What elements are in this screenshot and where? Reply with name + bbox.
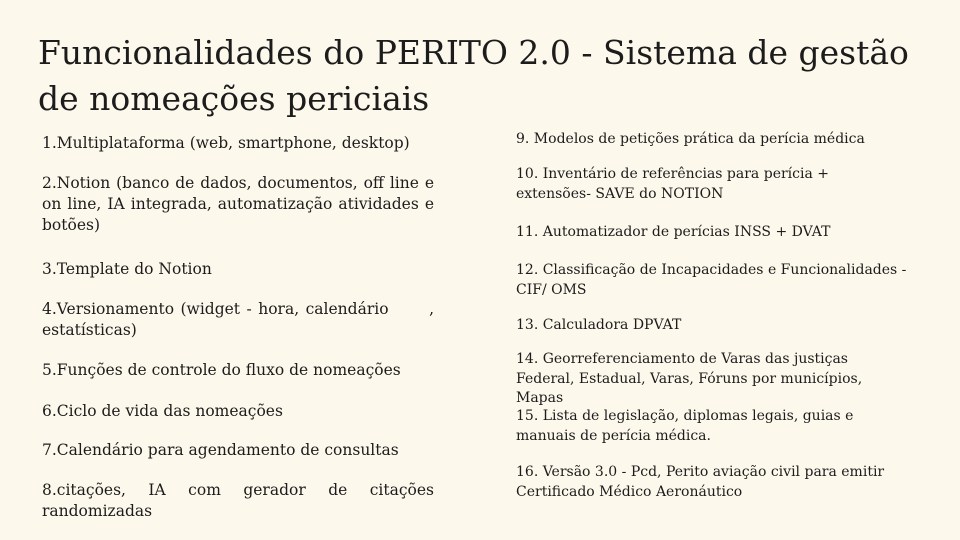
list-item: 5.Funções de controle do fluxo de nomeações	[42, 361, 401, 379]
list-item: 4.Versionamento (widget - hora, calendário ⠀⠀⠀, estatísticas)	[42, 300, 434, 339]
list-item: 6.Ciclo de vida das nomeações	[42, 402, 283, 420]
list-item: 7.Calendário para agendamento de consultas	[42, 441, 399, 459]
list-item: 15. Lista de legislação, diplomas legais, guias e manuais de perícia médica.	[516, 408, 854, 444]
list-item: 11. Automatizador de perícias INSS + DVAT	[516, 224, 831, 240]
list-item: 8.citações, IA com gerador de citações randomizadas	[42, 481, 434, 520]
slide-title: Funcionalidades do PERITO 2.0 - Sistema de gestão de nomeações periciais	[38, 33, 909, 118]
list-item: 2.Notion (banco de dados, documentos, off line e on line, IA integrada, automatização atividades e botões)	[42, 174, 434, 234]
list-item: 12. Classificação de Incapacidades e Funcionalidades - CIF/ OMS	[516, 262, 907, 298]
list-item: 13. Calculadora DPVAT	[516, 317, 682, 333]
list-item: 16. Versão 3.0 - Pcd, Perito aviação civil para emitir Certificado Médico Aeronáutico	[516, 464, 885, 500]
list-item: 14. Georreferenciamento de Varas das justiças Federal, Estadual, Varas, Fóruns por municípios, Mapas	[516, 351, 863, 406]
list-item: 1.Multiplataforma (web, smartphone, desktop)	[42, 134, 410, 152]
list-item: 3.Template do Notion	[42, 260, 212, 278]
list-item: 9. Modelos de petições prática da perícia médica	[516, 131, 865, 147]
list-item: 10. Inventário de referências para perícia + extensões- SAVE do NOTION	[516, 166, 829, 202]
